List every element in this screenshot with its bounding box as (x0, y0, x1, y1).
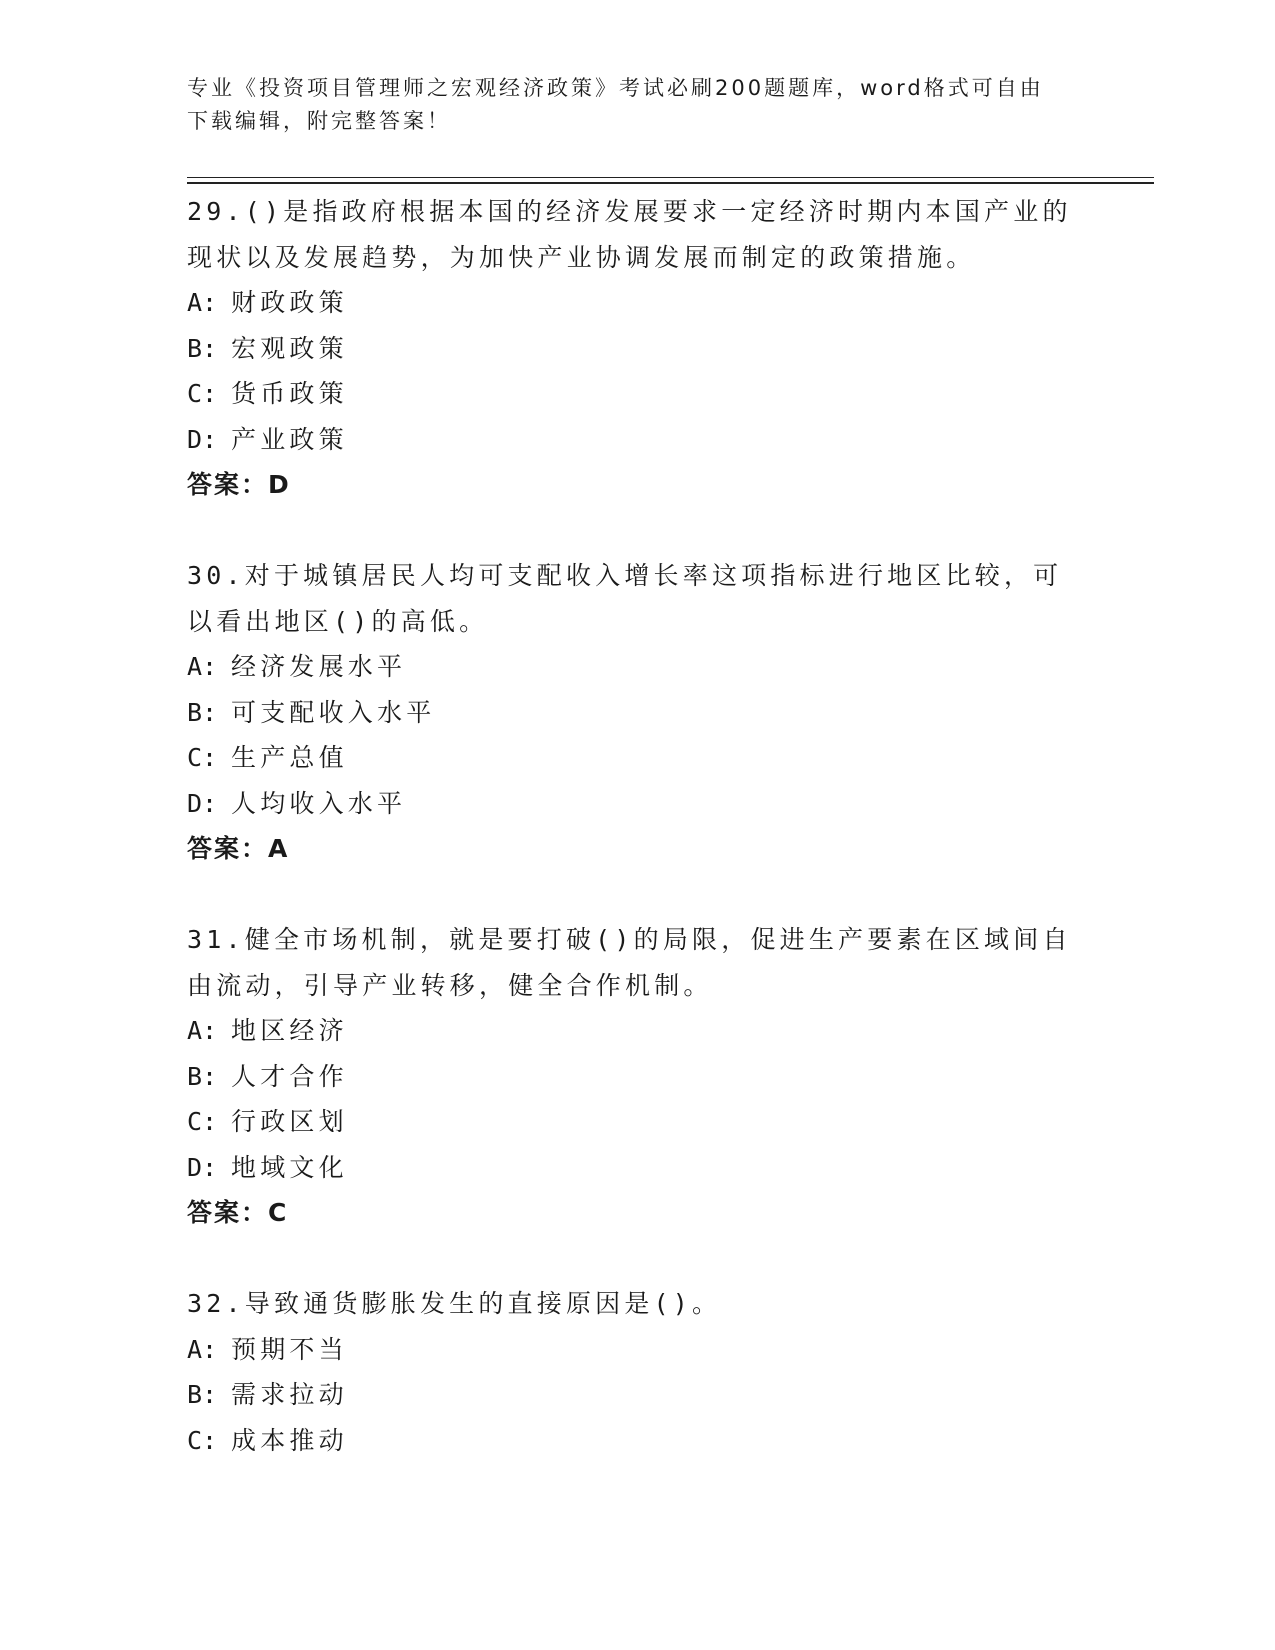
option-text: 行政区划 (231, 1107, 348, 1136)
option-text: 预期不当 (231, 1334, 348, 1364)
question-32 (187, 1281, 1087, 1463)
option-letter: B: (187, 1061, 218, 1091)
question-list (187, 189, 1087, 1463)
option-text: 需求拉动 (231, 1380, 348, 1409)
header-divider-thick (187, 182, 1154, 184)
option-letter: C: (187, 379, 218, 408)
question-text: 30.对于城镇居民人均可支配收入增长率这项指标进行地区比较，可以看出地区()的高低。 (187, 561, 1063, 636)
option-letter: B: (187, 697, 218, 727)
option-b (187, 326, 1087, 372)
option-b (187, 1054, 1087, 1100)
document-header: 专业《投资项目管理师之宏观经济政策》考试必刷200题题库，word格式可自由下载编辑，附完整答案！ (187, 76, 1044, 133)
question-31 (187, 917, 1087, 1236)
option-c (187, 371, 1087, 417)
option-text: 成本推动 (231, 1425, 348, 1455)
option-d (187, 781, 1087, 827)
option-c (187, 1418, 1087, 1464)
question-text: 31.健全市场机制，就是要打破()的局限，促进生产要素在区域间自由流动，引导产业转移，健全合作机制。 (187, 925, 1072, 1000)
option-d (187, 1145, 1087, 1191)
option-b (187, 1372, 1087, 1418)
option-text: 可支配收入水平 (231, 697, 436, 727)
option-letter: B: (187, 333, 218, 363)
header-divider-thin (187, 177, 1154, 178)
option-d (187, 417, 1087, 463)
option-letter: A: (187, 1334, 218, 1364)
question-spacer (187, 508, 1087, 554)
question-text: 29.()是指政府根据本国的经济发展要求一定经济时期内本国产业的现状以及发展趋势，为加快产业协调发展而制定的政策措施。 (187, 197, 1072, 272)
option-a (187, 1008, 1087, 1054)
option-text: 人均收入水平 (231, 788, 407, 818)
option-text: 人才合作 (231, 1061, 348, 1091)
answer-text: 答案：A (187, 834, 290, 863)
option-letter: D: (187, 1152, 218, 1182)
option-c (187, 1099, 1087, 1145)
option-letter: C: (187, 743, 218, 772)
question-spacer (187, 872, 1087, 918)
option-text: 经济发展水平 (231, 652, 407, 681)
option-text: 财政政策 (231, 288, 348, 317)
option-letter: D: (187, 424, 218, 454)
option-text: 地域文化 (231, 1152, 348, 1182)
option-letter: D: (187, 788, 218, 818)
option-letter: A: (187, 652, 218, 681)
option-c (187, 735, 1087, 781)
answer-text: 答案：D (187, 470, 291, 499)
option-a (187, 644, 1087, 690)
question-text: 32.导致通货膨胀发生的直接原因是()。 (187, 1289, 722, 1318)
option-letter: C: (187, 1425, 218, 1455)
question-29 (187, 189, 1087, 508)
question-30 (187, 553, 1087, 872)
option-letter: C: (187, 1107, 218, 1136)
option-text: 产业政策 (231, 424, 348, 454)
option-letter: A: (187, 288, 218, 317)
option-letter: A: (187, 1016, 218, 1045)
option-text: 地区经济 (231, 1016, 348, 1045)
option-letter: B: (187, 1380, 218, 1409)
option-text: 宏观政策 (231, 333, 348, 363)
option-b (187, 690, 1087, 736)
answer-text: 答案：C (187, 1198, 289, 1227)
option-text: 货币政策 (231, 379, 348, 408)
option-a (187, 280, 1087, 326)
option-a (187, 1327, 1087, 1373)
question-spacer (187, 1236, 1087, 1282)
option-text: 生产总值 (231, 743, 348, 772)
